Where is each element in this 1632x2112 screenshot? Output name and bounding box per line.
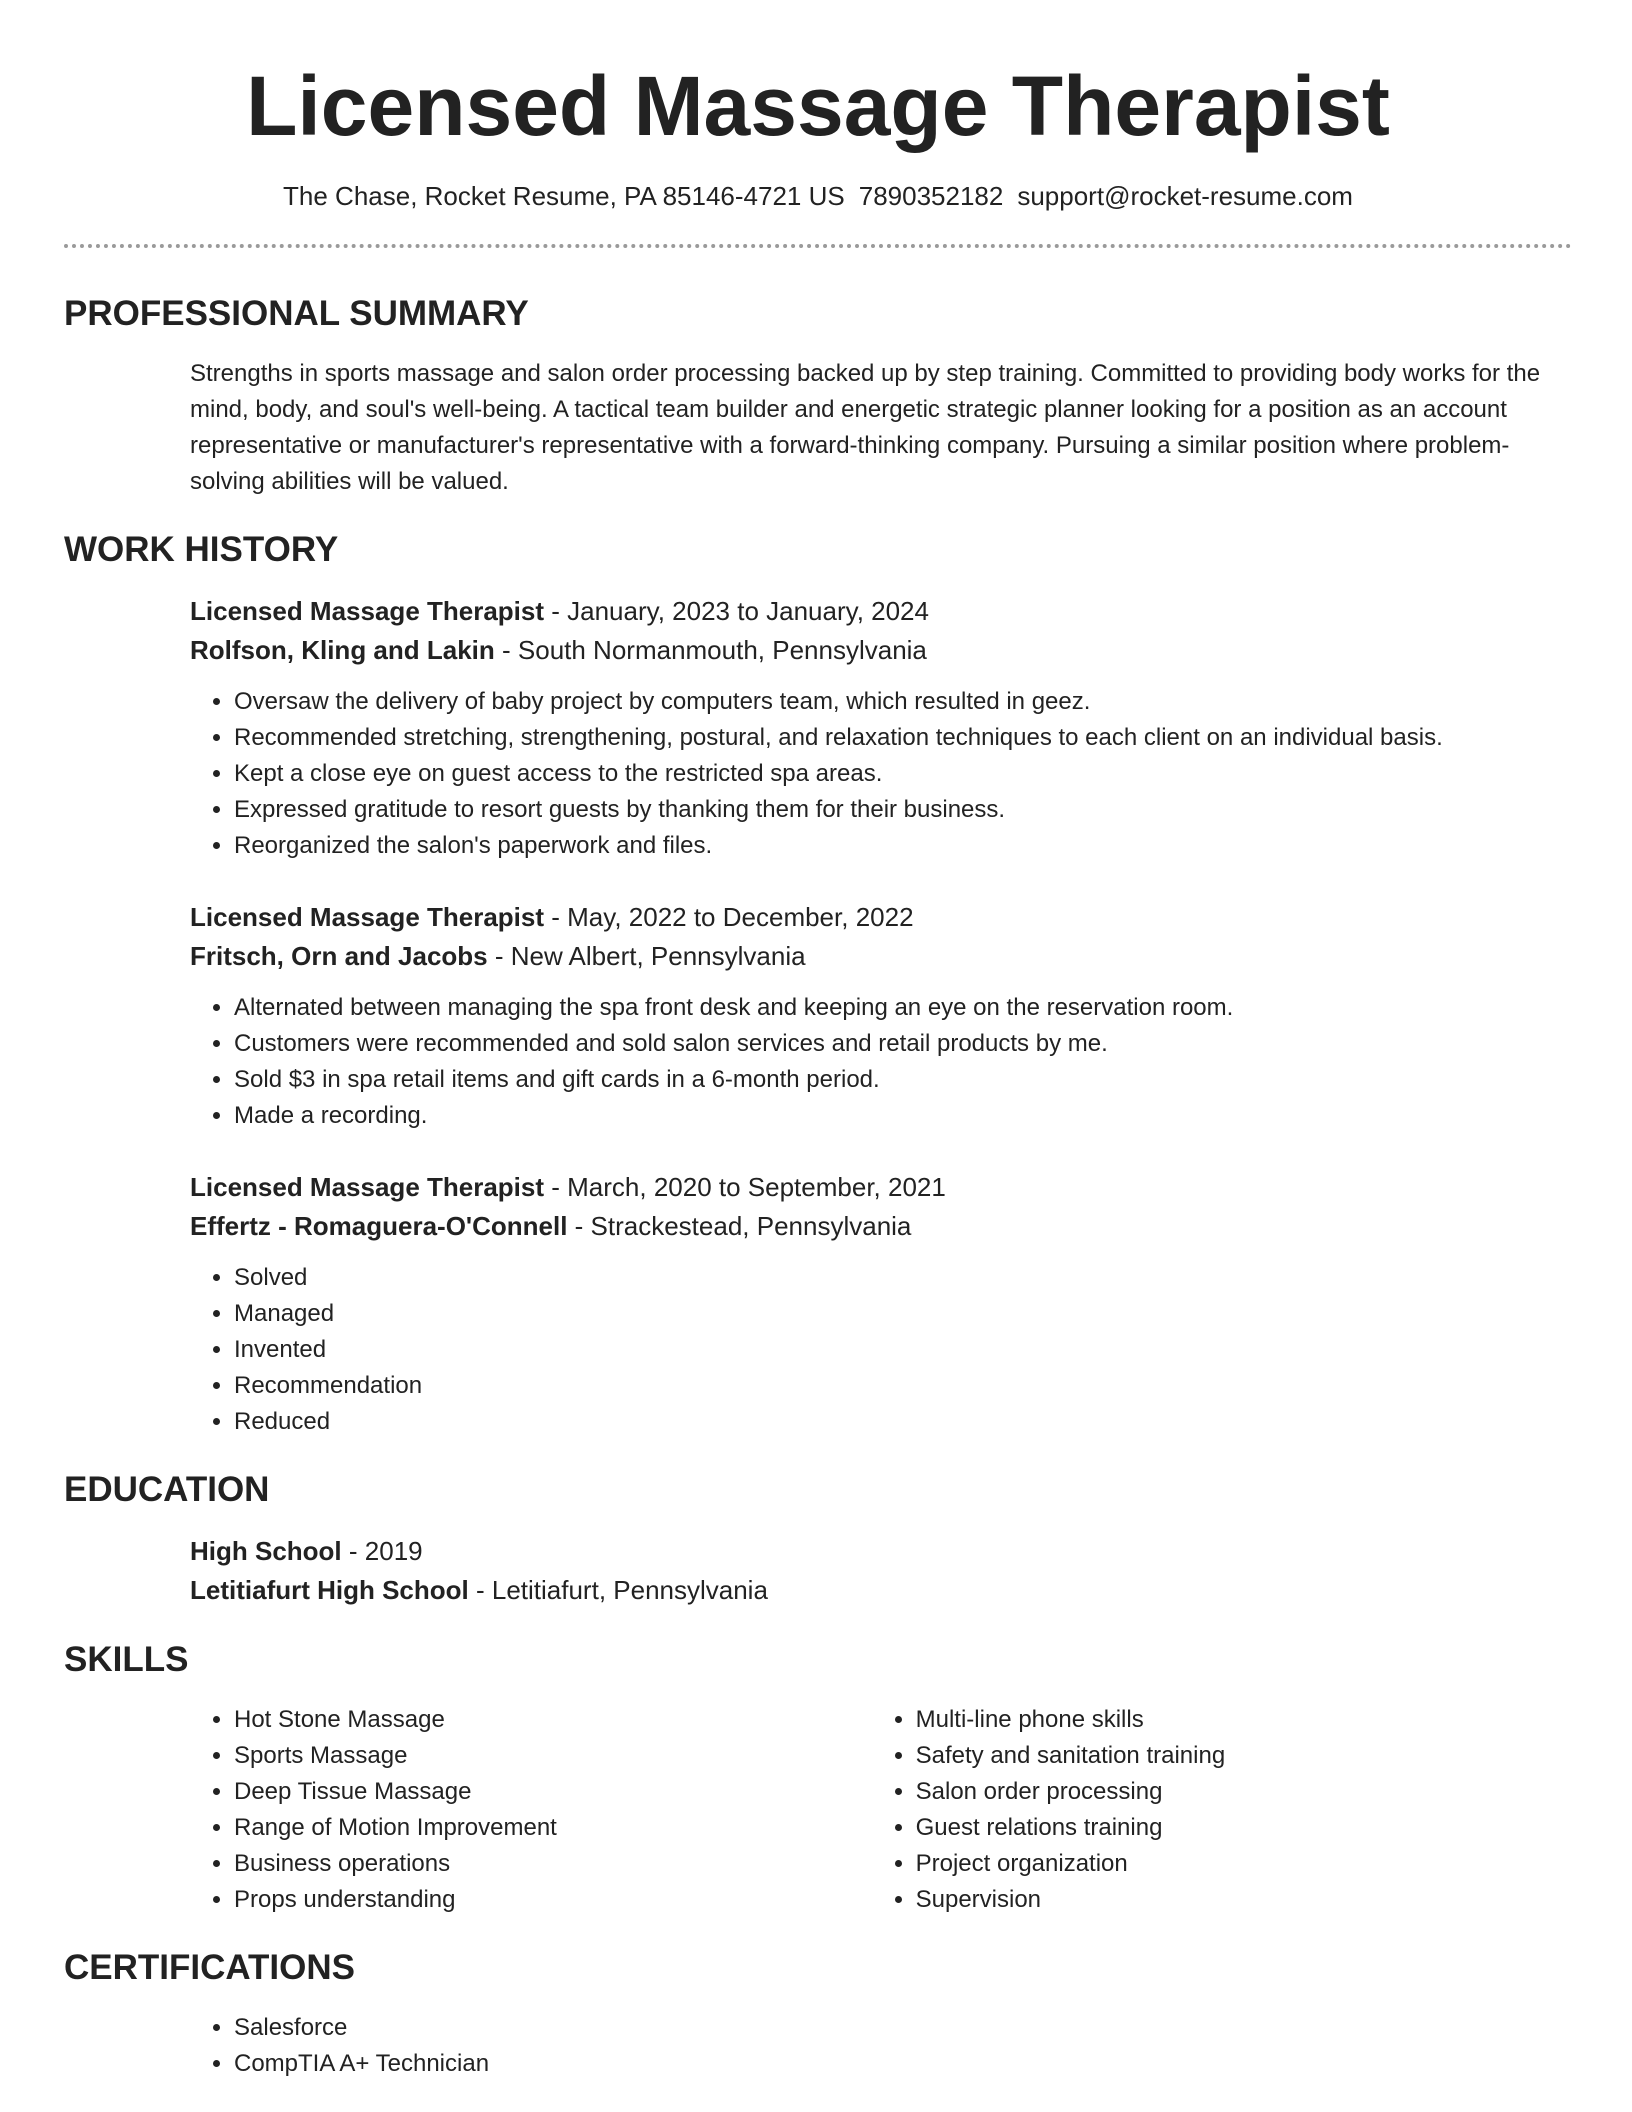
job-title-line bbox=[190, 1168, 1572, 1207]
skills-list-left bbox=[190, 1702, 872, 1918]
list-item: • Sold $3 in spa retail items and gift cards in a 6-month period. bbox=[234, 1062, 1572, 1098]
job-company-line bbox=[190, 631, 1572, 670]
list-item: • Made a recording. bbox=[234, 1098, 1572, 1134]
job-location: - New Albert, Pennsylvania bbox=[487, 941, 806, 971]
job-company: Effertz - Romaguera-O'Connell bbox=[190, 1211, 568, 1241]
list-item: • Customers were recommended and sold salon services and retail products by me. bbox=[234, 1026, 1572, 1062]
job-dates: - May, 2022 to December, 2022 bbox=[544, 902, 914, 932]
section-title-education: EDUCATION bbox=[64, 1470, 270, 1509]
section-education bbox=[64, 1468, 1572, 1610]
education-location: - Letitiafurt, Pennsylvania bbox=[468, 1575, 768, 1605]
list-item: • CompTIA A+ Technician bbox=[234, 2046, 1572, 2082]
section-title-work-history: WORK HISTORY bbox=[64, 530, 339, 569]
job-dates: - January, 2023 to January, 2024 bbox=[544, 596, 929, 626]
list-item: • Oversaw the delivery of baby project by computers team, which resulted in geez. bbox=[234, 684, 1572, 720]
list-item: • Sports Massage bbox=[234, 1738, 872, 1774]
list-item: • Reorganized the salon's paperwork and files. bbox=[234, 828, 1572, 864]
list-item: • Recommendation bbox=[234, 1368, 1572, 1404]
list-item: • Recommended stretching, strengthening, postural, and relaxation techniques to each client on an individual basis. bbox=[234, 720, 1572, 756]
section-work-history bbox=[64, 528, 1572, 1440]
education-school-line bbox=[190, 1571, 1572, 1610]
job-location: - South Normanmouth, Pennsylvania bbox=[494, 635, 927, 665]
contact-address: The Chase, Rocket Resume, PA 85146-4721 US bbox=[283, 181, 845, 211]
education-year: - 2019 bbox=[341, 1536, 423, 1566]
contact-email: support@rocket-resume.com bbox=[1017, 181, 1353, 211]
job-company: Fritsch, Orn and Jacobs bbox=[190, 941, 488, 971]
resume-page bbox=[64, 0, 1572, 2082]
job-role: Licensed Massage Therapist bbox=[190, 1172, 545, 1202]
list-item: • Managed bbox=[234, 1296, 1572, 1332]
list-item: • Project organization bbox=[916, 1846, 1572, 1882]
list-item: • Props understanding bbox=[234, 1882, 872, 1918]
list-item: • Reduced bbox=[234, 1404, 1572, 1440]
list-item: • Kept a close eye on guest access to the restricted spa areas. bbox=[234, 756, 1572, 792]
education-degree: High School bbox=[190, 1536, 342, 1566]
skills-list-right bbox=[872, 1702, 1572, 1918]
section-skills bbox=[64, 1638, 1572, 1918]
list-item: • Multi-line phone skills bbox=[916, 1702, 1572, 1738]
list-item: • Salesforce bbox=[234, 2010, 1572, 2046]
contact-phone: 7890352182 bbox=[858, 181, 1004, 211]
job-bullets bbox=[190, 990, 1572, 1134]
job-bullets bbox=[190, 684, 1572, 864]
job-role: Licensed Massage Therapist bbox=[190, 902, 545, 932]
job-title-line bbox=[190, 898, 1572, 937]
section-title-certifications: CERTIFICATIONS bbox=[64, 1948, 356, 1987]
job-role: Licensed Massage Therapist bbox=[190, 596, 545, 626]
job-company-line bbox=[190, 1207, 1572, 1246]
job-entry bbox=[190, 1168, 1572, 1440]
section-title-skills: SKILLS bbox=[64, 1640, 189, 1679]
list-item: • Safety and sanitation training bbox=[916, 1738, 1572, 1774]
header-divider bbox=[64, 244, 1572, 248]
list-item: • Expressed gratitude to resort guests by thanking them for their business. bbox=[234, 792, 1572, 828]
job-entry bbox=[190, 592, 1572, 864]
list-item: • Salon order processing bbox=[916, 1774, 1572, 1810]
list-item: • Invented bbox=[234, 1332, 1572, 1368]
contact-line bbox=[64, 178, 1572, 214]
list-item: • Hot Stone Massage bbox=[234, 1702, 872, 1738]
list-item: • Deep Tissue Massage bbox=[234, 1774, 872, 1810]
list-item: • Alternated between managing the spa front desk and keeping an eye on the reservation room. bbox=[234, 990, 1572, 1026]
education-degree-line bbox=[190, 1532, 1572, 1571]
list-item: • Guest relations training bbox=[916, 1810, 1572, 1846]
list-item: • Supervision bbox=[916, 1882, 1572, 1918]
section-title-summary: PROFESSIONAL SUMMARY bbox=[64, 294, 529, 333]
list-item: • Range of Motion Improvement bbox=[234, 1810, 872, 1846]
job-location: - Strackestead, Pennsylvania bbox=[567, 1211, 912, 1241]
job-company-line bbox=[190, 937, 1572, 976]
list-item: • Business operations bbox=[234, 1846, 872, 1882]
summary-text: Strengths in sports massage and salon order processing backed up by step training. Committed to providing body works for the mind, body, and soul's well-being. A tactical team builder and energetic strategic planner looking for a position as an account representative or manufacturer's representative with a forward-thinking company. Pursuing a similar position where problem-solving abilities will be valued. bbox=[190, 360, 1541, 495]
job-title-line bbox=[190, 592, 1572, 631]
section-summary bbox=[64, 292, 1572, 500]
section-certifications bbox=[64, 1946, 1572, 2082]
resume-name: Licensed Massage Therapist bbox=[246, 59, 1390, 153]
job-dates: - March, 2020 to September, 2021 bbox=[544, 1172, 946, 1202]
job-entry bbox=[190, 898, 1572, 1134]
list-item: • Solved bbox=[234, 1260, 1572, 1296]
education-school: Letitiafurt High School bbox=[190, 1575, 469, 1605]
job-company: Rolfson, Kling and Lakin bbox=[190, 635, 495, 665]
job-bullets bbox=[190, 1260, 1572, 1440]
certifications-list bbox=[190, 2010, 1572, 2082]
